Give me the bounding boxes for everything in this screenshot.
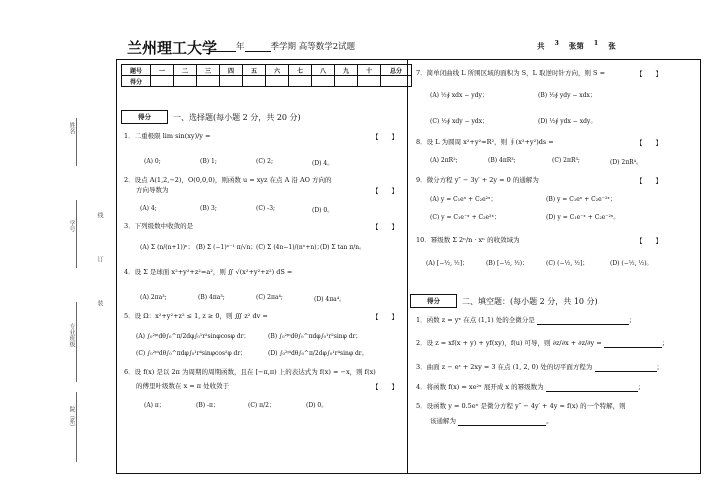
question-6: 6．设 f(x) 是以 2π 为周期的周期函数，且在 [−π,π) 上的表达式为 f(x) = −x，则 f(x) bbox=[124, 368, 376, 376]
score-header-cell: 七 bbox=[289, 65, 312, 76]
q2-option-d: (D) 0。 bbox=[312, 207, 334, 214]
q2-option-a: (A) 4; bbox=[140, 205, 157, 212]
dept-line bbox=[76, 392, 77, 462]
q9-option-d: (D) y = C₁e⁻ˣ + C₂e⁻²ˣ。 bbox=[546, 214, 620, 221]
score-cell[interactable] bbox=[266, 76, 289, 87]
fill-1-blank[interactable] bbox=[537, 317, 629, 325]
q6-option-c: (C) π/2； bbox=[248, 402, 275, 409]
q7-option-c: (C) ½∮ xdy − ydx； bbox=[430, 118, 489, 125]
question-4: 4．设 Σ 是球面 x²+y²+z²=a²，则 ∬ √(x²+y²+z²) dS = bbox=[124, 268, 293, 276]
score-header-cell: 一 bbox=[151, 65, 174, 76]
answer-bracket-10[interactable]: 【 】 bbox=[636, 237, 662, 245]
q9-option-c: (C) y = C₁e⁻ˣ + C₂e²ˣ； bbox=[430, 214, 501, 221]
score-header-cell: 四 bbox=[220, 65, 243, 76]
q8-option-b: (B) 4πR³; bbox=[488, 157, 516, 164]
fill-1: 1．函数 z = yˣ 在点 (1,1) 处的全微分是 ； bbox=[416, 316, 636, 324]
q8-option-d: (D) 2πR⁴。 bbox=[610, 159, 643, 166]
q4-option-a: (A) 2πa³; bbox=[140, 294, 167, 301]
q2-option-b: (B) 3; bbox=[200, 205, 217, 212]
fill-3-blank[interactable] bbox=[595, 364, 657, 372]
q4-option-c: (C) 2πa⁴; bbox=[256, 294, 283, 301]
name-label: 姓名 bbox=[68, 122, 75, 134]
page-info: 共 $^3$ 张第 $^1$ 张 bbox=[537, 40, 616, 51]
dept-label: 院（系） bbox=[68, 406, 75, 430]
question-9: 9．微分方程 y″ − 3y′ + 2y = 0 的通解为 bbox=[416, 176, 539, 184]
university-title: 兰州理工大学 bbox=[127, 39, 218, 57]
score-cell[interactable] bbox=[243, 76, 266, 87]
q5-option-b: (B) ∫₀²ᵖⁱdθ∫₀^πdφ∫₀¹r²sinφ dr； bbox=[268, 333, 362, 340]
question-6-cont: 的傅里叶级数在 x = π 处收敛于 bbox=[136, 382, 230, 390]
answer-bracket-1[interactable]: 【 】 bbox=[372, 133, 398, 141]
question-5: 5．设 Ω：x²+y²+z² ≤ 1, z ≥ 0，则 ∭ z² dv = bbox=[124, 312, 268, 320]
q10-option-a: (A) [−½, ½]； bbox=[426, 260, 469, 267]
fill-2-blank[interactable] bbox=[604, 340, 662, 348]
name-line bbox=[76, 118, 77, 166]
q4-option-b: (B) 4πa³; bbox=[198, 294, 225, 301]
question-8: 8．设 L 为圆周 x²+y²=R²，则 ∮(x²+y²)ds = bbox=[416, 138, 554, 146]
q1-option-b: (B) 1; bbox=[200, 158, 217, 165]
question-2-cont: 方向导数为 bbox=[136, 186, 169, 194]
question-1: 1．二重极限 lim sin(xy)/y = bbox=[124, 132, 211, 140]
q5-option-c: (C) ∫₀²ᵖⁱdθ∫₀^πdφ∫₀¹r⁴sinφcos²φ dr； bbox=[136, 350, 247, 357]
score-table bbox=[121, 64, 412, 87]
seal-order-label: 订 bbox=[96, 256, 103, 262]
score-cell[interactable] bbox=[289, 76, 312, 87]
q3-option-a: (A) Σ (n/(n+1))ⁿ； bbox=[140, 244, 194, 251]
section1-title: 一、选择题(每小题 2 分，共 20 分) bbox=[173, 113, 301, 122]
score-header-cell: 九 bbox=[335, 65, 358, 76]
q1-option-c: (C) 2; bbox=[256, 158, 274, 165]
answer-bracket-5[interactable]: 【 】 bbox=[372, 313, 398, 321]
score-cell[interactable] bbox=[197, 76, 220, 87]
q5-option-a: (A) ∫₀²ᵖⁱdθ∫₀^π/2dφ∫₀¹r²sinφcosφ dr； bbox=[136, 333, 250, 340]
fill-4: 4．将函数 f(x) = xe²ˣ 展开成 x 的幂级数为 ； bbox=[416, 383, 645, 391]
q10-option-d: (D) (−½, ½)。 bbox=[610, 260, 653, 267]
score-header-cell: 六 bbox=[266, 65, 289, 76]
section2-title: 二、填空题：(每小题 2 分，共 10 分) bbox=[462, 297, 598, 306]
score-header-cell: 二 bbox=[174, 65, 197, 76]
fill-5-blank[interactable] bbox=[458, 418, 546, 426]
score-cell[interactable] bbox=[151, 76, 174, 87]
answer-bracket-6[interactable]: 【 】 bbox=[372, 383, 398, 391]
score-cell[interactable] bbox=[381, 76, 412, 87]
student-id-label: 学号 bbox=[68, 220, 75, 232]
fill-5-cont: 该通解为 。 bbox=[430, 417, 553, 425]
fill-4-blank[interactable] bbox=[546, 384, 638, 392]
exam-subtitle: 年 季学期 高等数学2试题 bbox=[210, 40, 355, 52]
year-blank bbox=[210, 42, 236, 52]
binding-margin bbox=[45, 88, 103, 468]
q6-option-d: (D) 0。 bbox=[306, 402, 328, 409]
score-header-cell: 总分 bbox=[381, 65, 412, 76]
q10-option-c: (C) (−½, ½]； bbox=[546, 260, 589, 267]
score-header-cell: 三 bbox=[197, 65, 220, 76]
score-cell[interactable] bbox=[312, 76, 335, 87]
score-cell[interactable] bbox=[174, 76, 197, 87]
q2-option-c: (C) -3; bbox=[256, 205, 276, 212]
q3-option-b: (B) Σ (−1)ⁿ⁻¹ π/√n； bbox=[196, 244, 257, 251]
q6-option-b: (B) -π； bbox=[196, 402, 219, 409]
q6-option-a: (A) π； bbox=[144, 402, 165, 409]
q3-option-c: (C) Σ (4n−1)/(nⁿ+n)； bbox=[256, 244, 323, 251]
class-line bbox=[76, 302, 77, 382]
score-header-cell: 五 bbox=[243, 65, 266, 76]
q9-option-a: (A) y = C₁eˣ + C₂e²ˣ； bbox=[430, 196, 497, 203]
section1-score-box: 得分 bbox=[121, 110, 168, 124]
answer-bracket-8[interactable]: 【 】 bbox=[636, 139, 662, 147]
question-3: 3．下列级数中收敛的是 bbox=[124, 222, 194, 230]
answer-bracket-2[interactable]: 【 】 bbox=[372, 187, 398, 195]
column-divider bbox=[407, 59, 408, 473]
term-blank bbox=[245, 42, 271, 52]
q1-option-d: (D) 4。 bbox=[312, 160, 334, 167]
class-label: 专业班级 bbox=[68, 323, 75, 347]
score-header-cell: 题号 bbox=[122, 65, 151, 76]
q5-option-d: (D) ∫₀²ᵖⁱdθ∫₀^π/2dφ∫₀¹r⁴sinφ dr。 bbox=[268, 350, 368, 357]
question-7: 7．简单闭曲线 L 所围区域的面积为 S，L 取逆时针方向，则 S = bbox=[416, 69, 606, 77]
fill-2: 2．设 z = xf(x + y) + yf(xy)，f(u) 可导，则 ∂z/∂x + ∂z/∂y = ； bbox=[416, 339, 669, 347]
fill-3: 3．曲面 z − eᶻ + 2xy = 3 在点 (1, 2, 0) 处的切平面方程为 ； bbox=[416, 363, 663, 371]
fill-5: 5．设函数 y = 0.5eˣ 是微分方程 y″ − 4y′ + 4y = f(x) 的一个特解，则 bbox=[416, 402, 626, 410]
q1-option-a: (A) 0; bbox=[144, 158, 161, 165]
q7-option-b: (B) ½∮ ydy − xdx； bbox=[538, 92, 596, 99]
q4-option-d: (D) 4πa⁴。 bbox=[314, 296, 346, 303]
score-cell[interactable] bbox=[358, 76, 381, 87]
seal-line-label: 线 bbox=[96, 212, 103, 218]
id-line bbox=[76, 200, 77, 268]
section2-score-box: 得分 bbox=[410, 294, 457, 308]
score-row-label: 得分 bbox=[122, 76, 151, 87]
score-header-cell: 十 bbox=[358, 65, 381, 76]
score-cell[interactable] bbox=[220, 76, 243, 87]
answer-bracket-7[interactable]: 【 】 bbox=[636, 70, 662, 78]
q7-option-d: (D) ½∮ ydx − xdy。 bbox=[538, 118, 597, 125]
q8-option-c: (C) 2πR³; bbox=[552, 157, 580, 164]
answer-bracket-9[interactable]: 【 】 bbox=[636, 177, 662, 185]
q7-option-a: (A) ½∮ xdx − ydy； bbox=[430, 92, 488, 99]
question-2: 2．设点 A(1,2,−2)，O(0,0,0)，则函数 u = xyz 在点 A 沿 AO 方向的 bbox=[124, 176, 332, 184]
answer-bracket-3[interactable]: 【 】 bbox=[372, 223, 398, 231]
score-cell[interactable] bbox=[335, 76, 358, 87]
score-header-cell: 八 bbox=[312, 65, 335, 76]
q3-option-d: (D) Σ tan π/n。 bbox=[320, 244, 366, 251]
q10-option-b: (B) [−½, ½)； bbox=[486, 260, 529, 267]
question-10: 10．幂级数 Σ 2ⁿ/n · xⁿ 的收敛域为 bbox=[416, 236, 520, 244]
q8-option-a: (A) 2πR²; bbox=[430, 157, 458, 164]
q9-option-b: (B) y = C₁eˣ + C₂e⁻²ˣ； bbox=[546, 196, 616, 203]
seal-bind-label: 装 bbox=[96, 300, 103, 306]
